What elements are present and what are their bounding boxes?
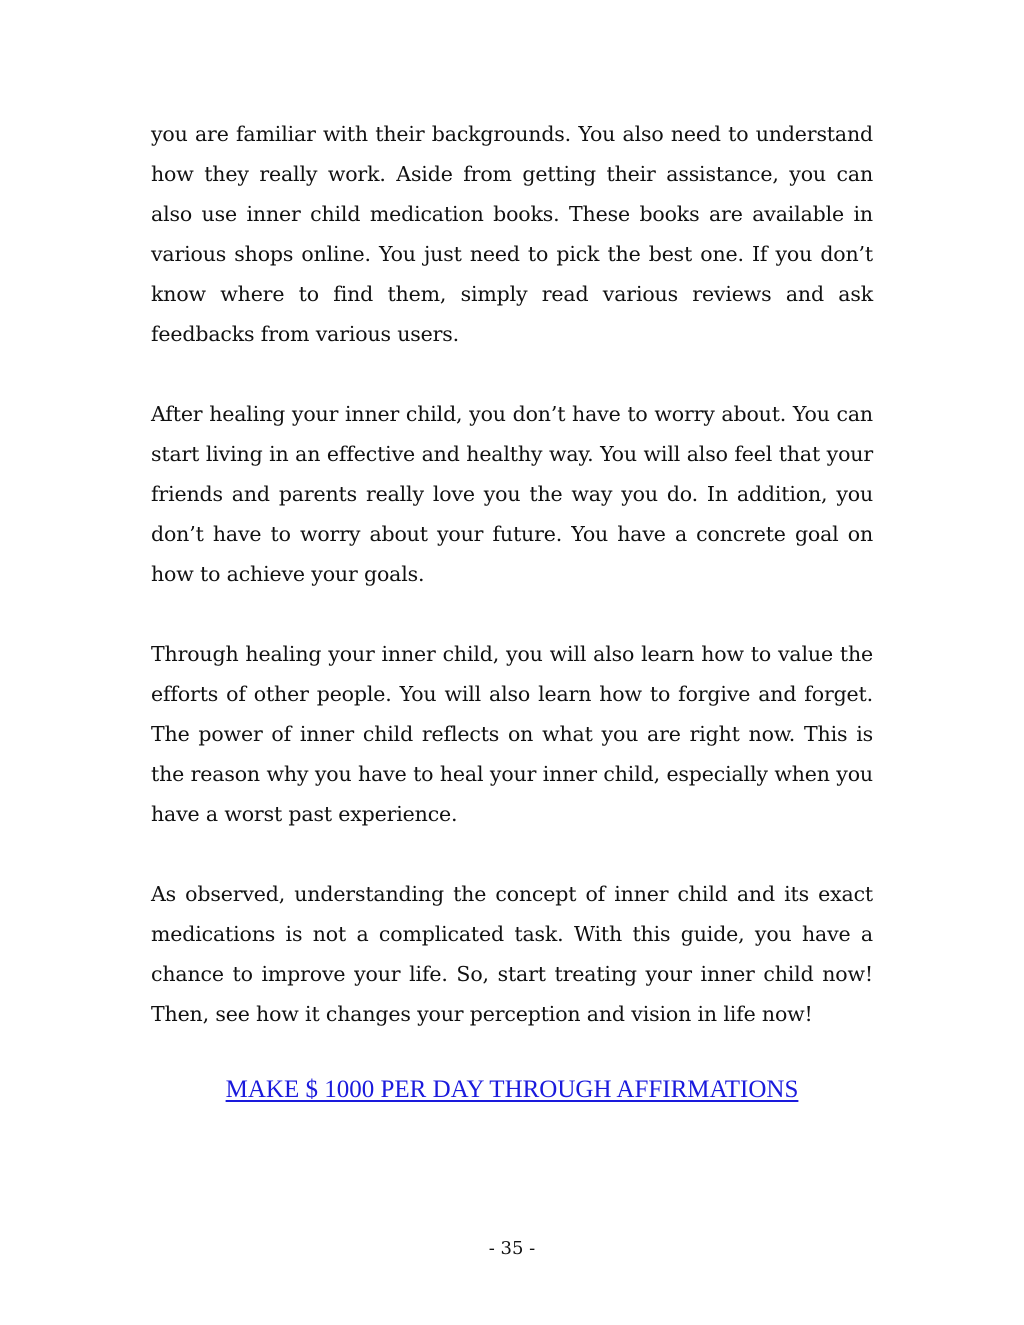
paragraph-2: After healing your inner child, you don’t have to worry about. You can start living in an effective and healthy way. You will also feel that your friends and parents really love you the way you do. In addition, you don’t have to worry about your future. You have a concrete goal on how to achieve your goals.: [151, 402, 873, 586]
body-text: [151, 114, 873, 1074]
paragraph-4: As observed, understanding the concept of inner child and its exact medications is not a complicated task. With this guide, you have a chance to improve your life. So, start treating your inner child now! Then, see how it changes your perception and vision in life now!: [151, 882, 873, 1026]
paragraph-1: you are familiar with their backgrounds. You also need to understand how they really work. Aside from getting their assistance, you can also use inner child medication books. These books are available in various shops online. You just need to pick the best one. If you don’t know where to find them, simply read various reviews and ask feedbacks from various users.: [151, 122, 873, 346]
page-number: - 35 -: [488, 1238, 536, 1259]
paragraph-3: Through healing your inner child, you will also learn how to value the efforts of other people. You will also learn how to forgive and forget. The power of inner child reflects on what you are right now. This is the reason why you have to heal your inner child, especially when you have a worst past experience.: [151, 642, 873, 826]
affirmations-link[interactable]: MAKE $ 1000 PER DAY THROUGH AFFIRMATIONS: [225, 1076, 799, 1103]
cta-container: [0, 1076, 1024, 1104]
